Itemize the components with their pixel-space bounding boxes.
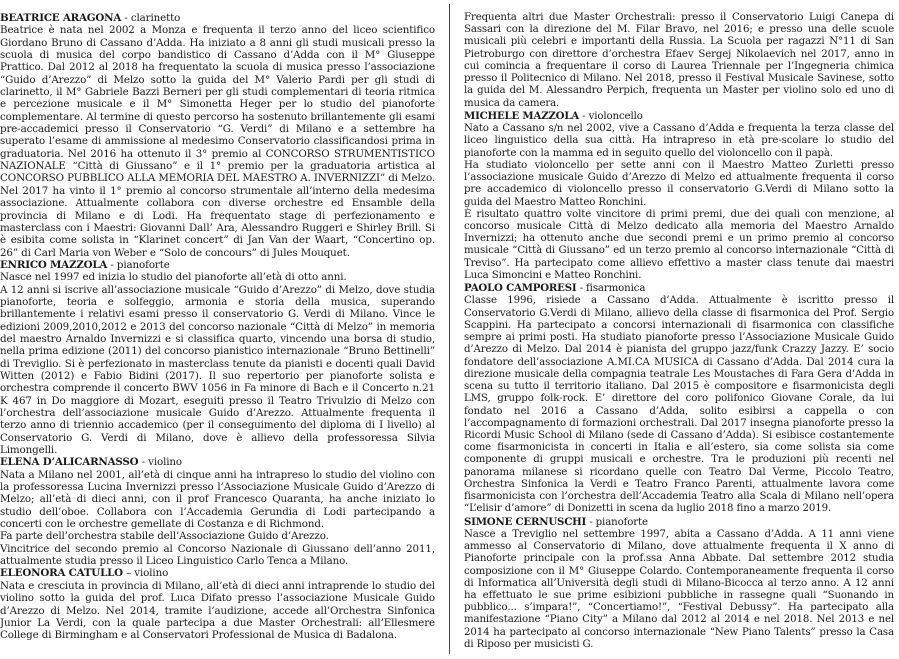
performer-name: MICHELE MAZZOLA: [464, 109, 580, 122]
bio-elena-d-alicarnasso: [0, 456, 435, 567]
left-column: [0, 12, 435, 642]
bio-continuation: [464, 12, 894, 110]
right-column: [464, 12, 894, 651]
bio-paolo-camporesi: [464, 282, 894, 515]
bio-paragraph: Nata a Milano nel 2001, all’età di cinque anni ha intrapreso lo studio del violino con la professoressa Lucina Invernizzi presso l’Associazione Musicale Guido d’Arezzo di Melzo; all’età di dieci anni, con il prof Francesco Quaranta, ha anche iniziato lo studio dell’oboe. Collabora con l’Accademia Gerundia di Lodi partecipando a concerti con le orchestre gemellate di Costanza e di Richmond.: [0, 468, 435, 531]
performer-name: ENRICO MAZZOLA: [0, 258, 108, 271]
bio-enrico-mazzola: [0, 259, 435, 457]
bio-heading: [0, 12, 435, 24]
bio-heading: [0, 456, 435, 468]
bio-heading: [464, 516, 894, 529]
bio-paragraph: Nasce a Treviglio nel settembre 1997, abita a Cassano d’Adda. A 11 anni viene ammesso al Conservatorio di Milano, dove attualmente frequenta il X anno di Pianoforte principale con la prof.ssa Anna Abbate. Dal settembre 2012 studia composizione con il M° Giuseppe Colardo. Contemporaneamente frequenta il corso di Informatica all’Università degli studi di Milano-Bicocca al terzo anno. A 12 anni ha effettuato le sue prime esibizioni pubbliche in rassegne quali “Suonando in pubblico... s’impara!”, “Concertiamo!”, “Festival Debussy”. Ha partecipato alla manifestazione “Piano City” a Milano dal 2012 al 2014 e nel 2018. Nel 2013 e nel 2014 ha partecipato al concorso internazionale “New Piano Talents” presso la Casa di Riposo per musicisti G.: [464, 528, 894, 650]
bio-paragraph: Nata e cresciuta in provincia di Milano, all’età di dieci anni intraprende lo studio del violino sotto la guida del prof. Luca Difato presso l’associazione Musicale Guido d’Arezzo di Melzo. Nel 2014, tramite l’audizione, accede all’Orchestra Sinfonica Junior La Verdi, con la quale partecipa a due Master Orchestrali: all’Ellesmere College di Birmingham e al Conservatori Professional de Musica di Badalona.: [0, 579, 435, 642]
bio-paragraph: A 12 anni si iscrive all’associazione musicale “Guido d’Arezzo” di Melzo, dove studia pianoforte, teoria e solfeggio, armonia e storia della musica, superando brillantemente i relativi esami presso il conservatorio G. Verdi di Milano. Vince le edizioni 2009,2010,2012 e 2013 del concorso nazionale “Città di Melzo” in memoria del maestro Arnaldo Invernizzi e si classifica quarto, vincendo una borsa di studio, nella prima edizione (2011) del concorso pianistico internazionale “Bruno Bettinelli” di Treviglio. Si è perfezionato in masterclass tenute da pianisti e docenti quali David Witten (2012) e Fabio Bidini (2017). Il suo repertorio per pianoforte solista e orchestra comprende il concerto BWV 1056 in Fa minore di Bach e il Concerto n.21 K 467 in Do maggiore di Mozart, eseguiti presso il Teatro Trivulzio di Melzo con l’orchestra dell’associazione musicale Guido d’Arezzo. Attualmente frequenta il terzo anno di triennio accademico (per il conseguimento del diploma di I livello) al Conservatorio G. Verdi di Milano, dove è allievo della professoressa Silvia Limongelli.: [0, 283, 435, 457]
bio-paragraph: Nato a Cassano s/n nel 2002, vive a Cassano d’Adda e frequenta la terza classe del liceo linguistico della sua città. Ha intrapreso in età pre-scolare lo studio del pianoforte con la mamma ed in seguito quello del violoncello con il papà.: [464, 123, 894, 159]
bio-paragraph: Nasce nel 1997 ed inizia lo studio del pianoforte all’età di otto anni.: [0, 271, 347, 284]
performer-instrument: - clarinetto: [121, 12, 181, 24]
performer-name: ELEONORA CATULLO: [0, 567, 123, 580]
bio-paragraph: Frequenta altri due Master Orchestrali: presso il Conservatorio Luigi Canepa di Sassari con la direzione del M. Filar Bravo, nel 2016; e presso una delle scuole musicali più celebri e importanti della Russia. La Scuola per ragazzi N°11 di San Pietroburgo con direttore d’orchestra Efaev Sergej Nikolaevich nel 2017, anno in cui comincia a frequentare il corso di Laurea Triennale per l’Ingegneria chimica presso il Politecnico di Milano. Nel 2018, presso il Festival Musicale Savinese, sotto la guida del M. Alessandro Perpich, frequenta un Master per violino solo ed uno di musica da camera.: [464, 12, 894, 109]
performer-name: ELENA D’ALICARNASSO: [0, 456, 139, 469]
performer-name: BEATRICE ARAGONA: [0, 12, 122, 24]
bio-michele-mazzola: [464, 110, 894, 282]
bio-paragraph: Fa parte dell’orchestra stabile dell’Associazione Guido d’Arezzo.: [0, 530, 329, 543]
bio-heading: [464, 282, 894, 295]
bio-heading: [0, 259, 435, 271]
column-divider: [449, 4, 450, 654]
performer-instrument: - pianoforte: [107, 258, 170, 271]
performer-instrument: - fisarmonica: [576, 283, 646, 295]
bio-heading: [0, 567, 435, 579]
bio-heading: [464, 110, 894, 123]
bio-paragraph: Beatrice è nata nel 2002 a Monza e frequenta il terzo anno del liceo scientifico Giordano Bruno di Cassano d’Adda. Ha iniziato a 8 anni gli studi musicali presso la scuola di musica del corpo bandistico di Cassano d’Adda con il M° Giuseppe Prattico. Dal 2012 al 2018 ha frequentato la scuola di musica presso l’associazione “Guido d’Arezzo” di Melzo sotto la guida del M° Valerio Pardi per gli studi di clarinetto, il M° Gabriele Bazzi Berneri per gli studi complementari di teoria ritmica e percezione musicale e il M° Simonetta Heger per lo studio del pianoforte complementare. Al termine di questo percorso ha sostenuto brillantemente gli esami pre-accademici presso il Conservatorio “G. Verdi” di Milano e a settembre ha superato l’esame di ammissione al medesimo Conservatorio classificandosi prima in graduatoria. Nel 2016 ha ottenuto il 3° premio al CONCORSO STRUMENTISTICO NAZIONALE “Città di Giussano” e il 1° premio per la graduatoria artistica al CONCORSO PUBBLICO ALLA MEMORIA DEL MAESTRO A. INVERNIZZI” di Melzo. Nel 2017 ha vinto il 1° premio al concorso strumentale all’interno della medesima associazione. Attualmente collabora con diverse orchestre ed Ensamble della provincia di Milano e di Lodi. Ha frequentato stage di perfezionamento e masterclass con i Maestri: Giovanni Dall’ Ara, Alessandro Ruggeri e Shirley Brill. Si è esibita come solista in “Klarinet concert” di Jan Van der Waart, “Concertino op. 26” di Carl Maria von Weber e “Solo de concours” di Jules Mouquet.: [0, 24, 435, 259]
performer-instrument: - pianoforte: [586, 516, 648, 528]
bio-paragraph: Vincitrice del secondo premio al Concorso Nazionale di Giussano dell’anno 2011, attualmente studia presso il Liceo Linguistico Carlo Tenca a Milano.: [0, 542, 435, 568]
performer-instrument: – violino: [122, 567, 169, 580]
performer-name: PAOLO CAMPORESI: [464, 282, 577, 295]
bio-beatrice-aragona: [0, 12, 435, 259]
bio-paragraph: È risultato quattro volte vincitore di primi premi, due dei quali con menzione, al concorso musicale Città di Melzo dedicato alla memoria del Maestro Arnaldo Invernizzi; ha ottenuto anche due secondi premi e un primo premio al concorso musicale “Città di Giussano” ed un terzo premio al concorso internazionale “Città di Treviso”. Ha partecipato come allievo effettivo a master class tenute dai maestri Luca Simoncini e Matteo Ronchini.: [464, 208, 894, 281]
bio-eleonora-catullo: [0, 567, 435, 641]
performer-instrument: - violino: [138, 456, 183, 469]
performer-name: SIMONE CERNUSCHI: [464, 515, 587, 528]
performer-instrument: - violoncello: [579, 110, 643, 122]
bio-paragraph: Classe 1996, risiede a Cassano d’Adda. Attualmente è iscritto presso il Conservatorio G.Verdi di Milano, allievo della classe di fisarmonica del Prof. Sergio Scappini. Ha partecipato a concorsi internazionali di fisarmonica con classifiche sempre ai primi posti. Ha studiato pianoforte presso l’Associazione Musicale Guido d’Arezzo di Melzo. Dal 2014 è pianista del gruppo jazz/funk Crazzy Jazzy. E’ socio fondatore dell’associazione A.MI.CA MUSICA di Cassano d’Adda. Dal 2014 cura la direzione musicale della compagnia teatrale Les Moustaches di Fara Gera d’Adda in scena su tutto il territorio italiano. Dal 2015 è compositore e fisarmonicista degli LMS, gruppo folk-rock. E’ direttore del coro polifonico Giovane Corale, da lui fondato nel 2016 a Cassano d’Adda, solito esibirsi a cappella o con l’accompagnamento di formazioni orchestrali. Dal 2017 insegna pianoforte presso la Ricordi Music School di Milano (sede di Cassano d’Adda). Si esibisce costantemente come fisarmonicista in concerti in Italia e all’estero, sia come solista sia come componente di gruppi musicali e orchestre. Tra le produzioni più recenti nel panorama milanese si ricordano quelle con Teatro Dal Verme, Piccolo Teatro, Orchestra Sinfonica la Verdi e Teatro Franco Parenti, attualmente lavora come fisarmonicista con l’orchestra dell’Accademia Teatro alla Scala di Milano nell’opera “L’elisir d’amore” di Donizetti in scena da luglio 2018 fino a marzo 2019.: [464, 295, 894, 515]
bio-simone-cernuschi: [464, 516, 894, 652]
bio-paragraph: Ha studiato violoncello per sette anni con il Maestro Matteo Zurletti presso l’associazione musicale Guido d’Arezzo di Melzo ed attualmente frequenta il corso pre accademico di violoncello presso il conservatorio G.Verdi di Milano sotto la guida del Maestro Matteo Ronchini.: [464, 159, 894, 208]
